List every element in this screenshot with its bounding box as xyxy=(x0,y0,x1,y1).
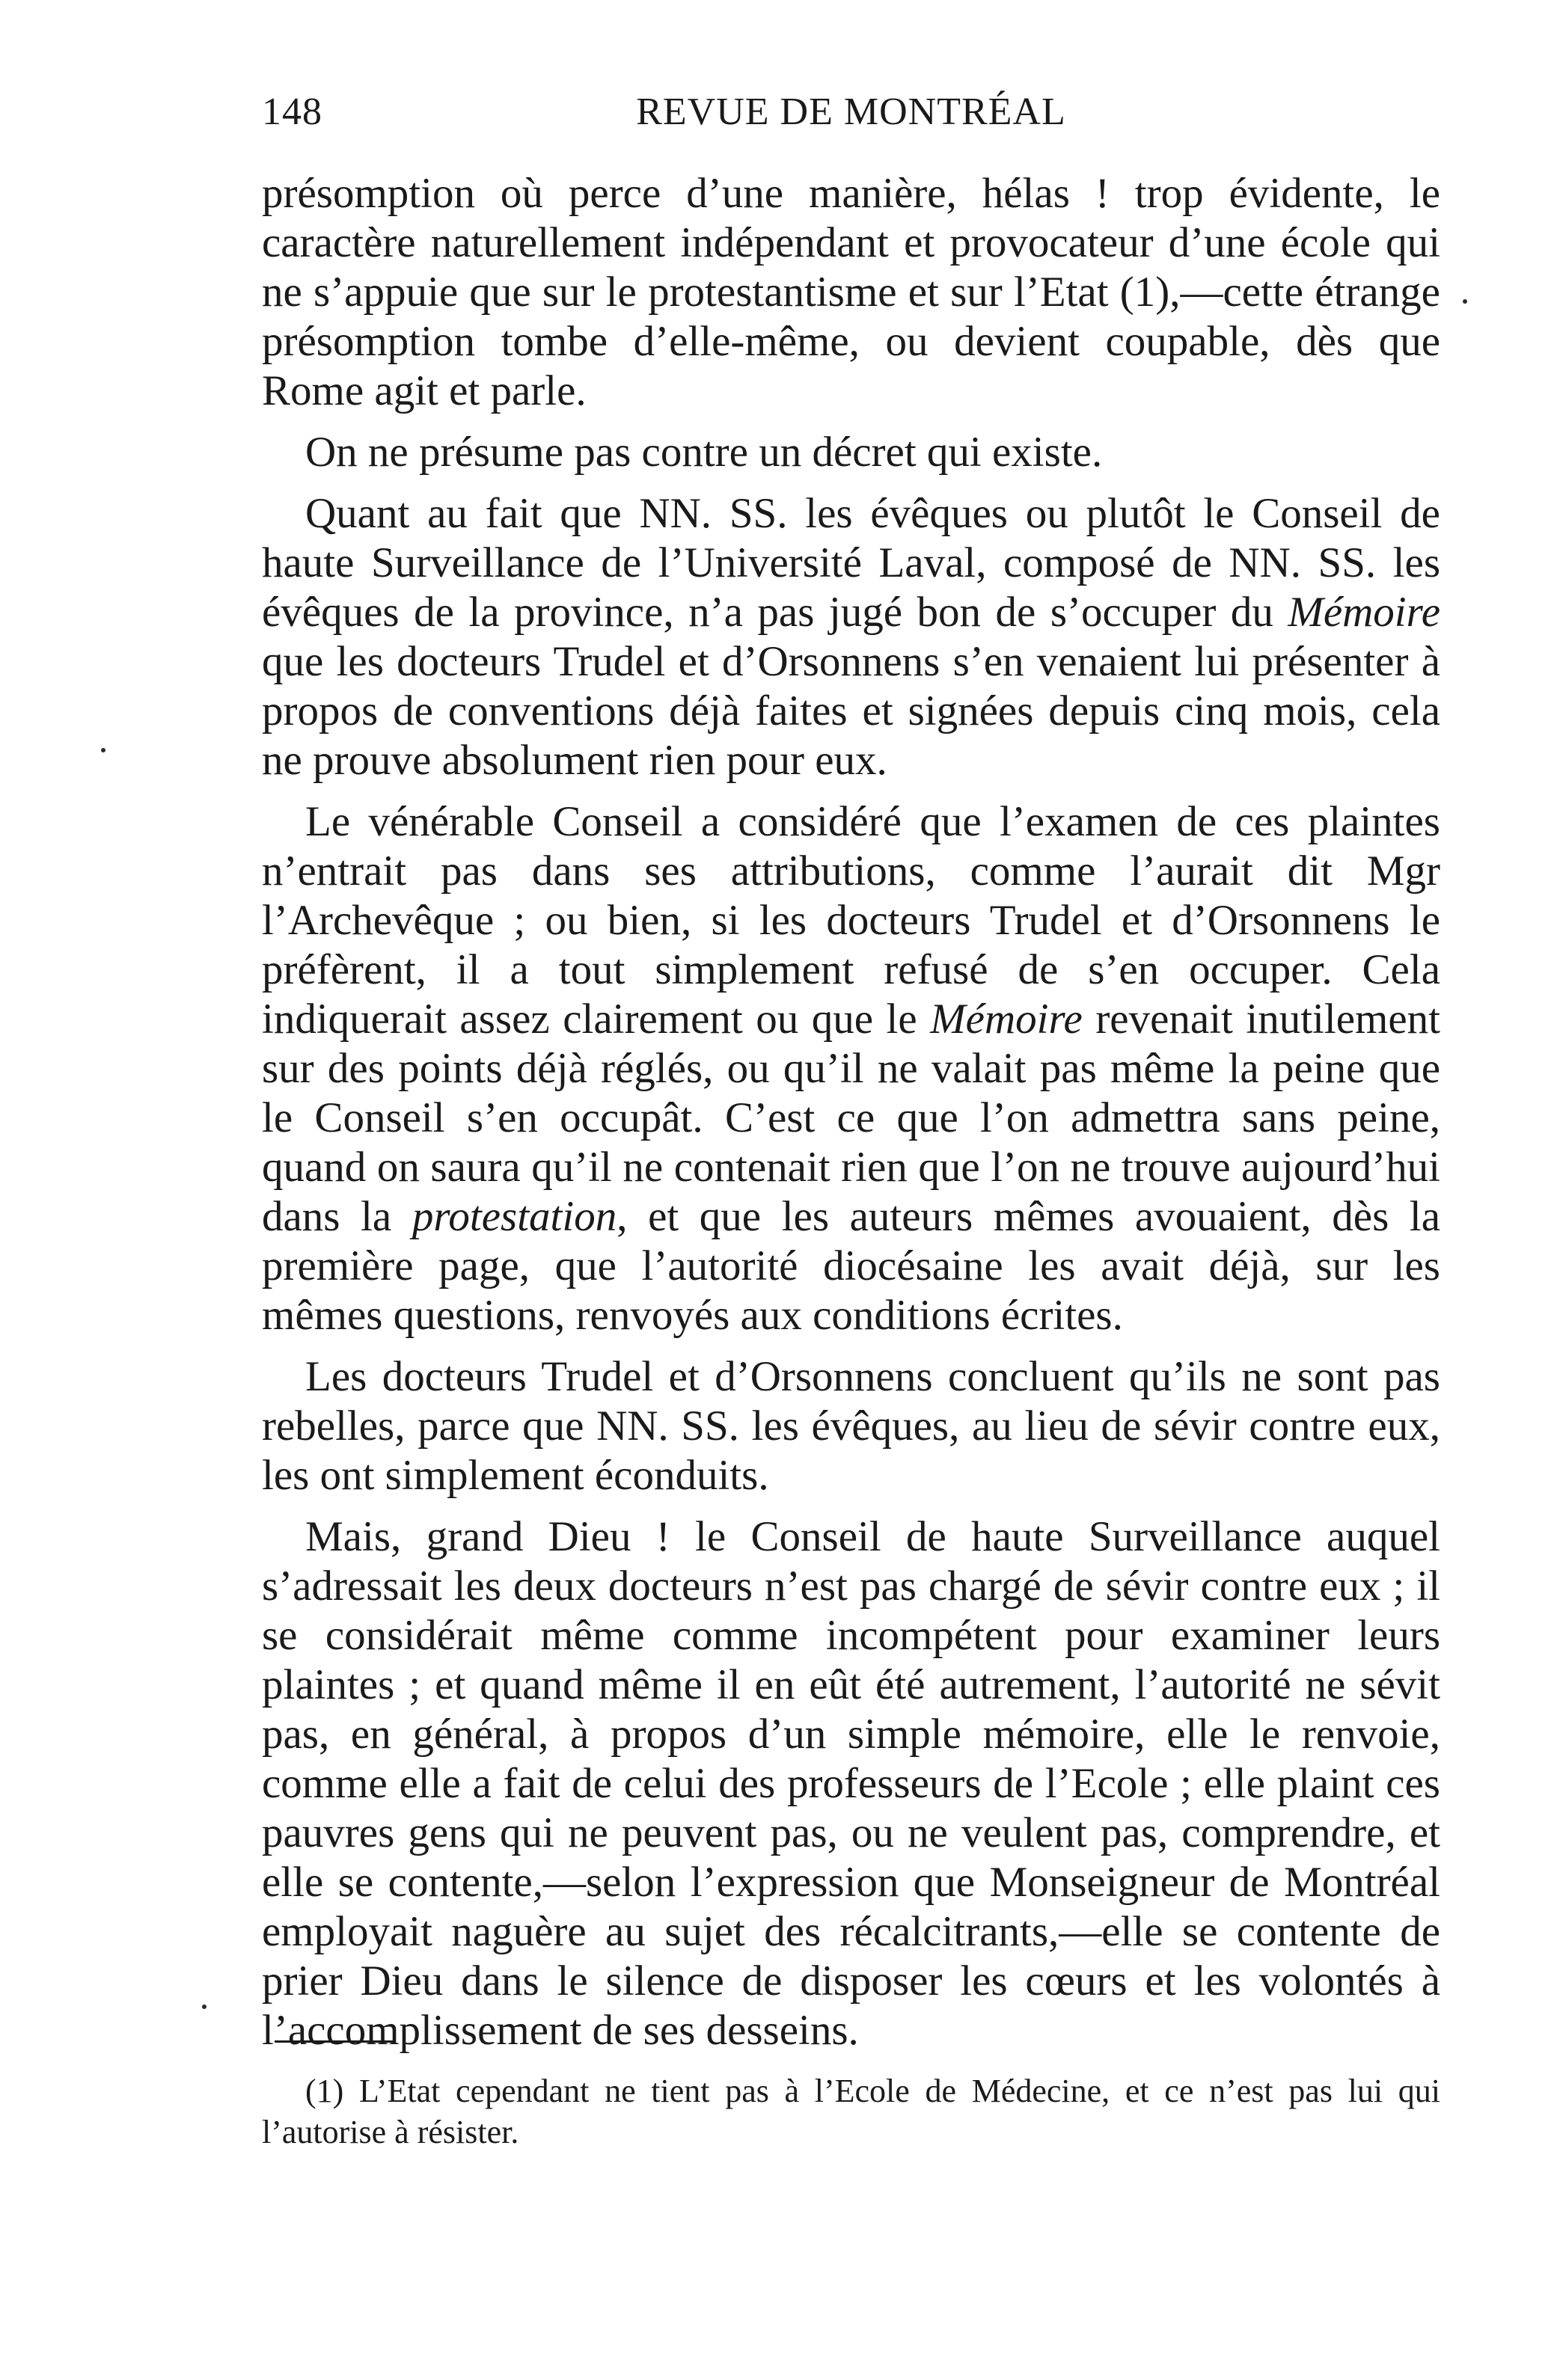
paragraph-4-text-c: , et que les auteurs mêmes avouaient, dès la première page, que l’autorité diocésaine les avait déjà, sur les mêmes questions, renvoyés aux conditions écrites. xyxy=(262,1193,1440,1339)
paragraph-4-text-b: revenait inutilement sur des points déjà réglés, ou qu’il ne valait pas même la peine que le Conseil s’en occupât. C’est ce que l’on admettra sans peine, quand on saura qu’il ne contenait rien que l’on ne trouve aujourd’hui dans la xyxy=(262,996,1441,1240)
paragraph-2: On ne présume pas contre un décret qui existe. xyxy=(305,429,1103,476)
paragraph-4 xyxy=(262,797,1440,1340)
paragraph-4-italic-memoire: Mémoire xyxy=(930,996,1083,1043)
paragraph-3-text-a: Quant au fait que NN. SS. les évêques ou plutôt le Conseil de haute Surveillance de l’Université Laval, composé de NN. SS. les évêques de la province, n’a pas jugé bon de s’occuper du xyxy=(262,490,1440,636)
running-head: REVUE DE MONTRÉAL xyxy=(636,91,1066,133)
paragraph-5: Les docteurs Trudel et d’Orsonnens concluent qu’ils ne sont pas rebelles, parce que NN. SS. les évêques, au lieu de sévir contre eux, les ont simplement éconduits. xyxy=(262,1353,1440,1499)
paragraph-4-italic-protestation: protestation xyxy=(412,1193,617,1240)
print-speck xyxy=(202,2005,207,2009)
paragraph-3-italic-memoire: Mémoire xyxy=(1288,589,1440,636)
footnote: (1) L’Etat cependant ne tient pas à l’Ecole de Médecine, et ce n’est pas lui qui l’autorise à résister. xyxy=(262,2073,1440,2150)
body-text xyxy=(262,169,1440,2067)
paragraph-3 xyxy=(262,489,1440,785)
paragraph-3-text-b: que les docteurs Trudel et d’Orsonnens s’en venaient lui présenter à propos de conventions déjà faites et signées depuis cinq mois, cela ne prouve absolument rien pour eux. xyxy=(262,638,1440,784)
print-speck xyxy=(101,748,105,752)
paragraph-4-text-a: Le vénérable Conseil a considéré que l’examen de ces plaintes n’entrait pas dans ses attributions, comme l’aurait dit Mgr l’Archevêque ; ou bien, si les docteurs Trudel et d’Orsonnens le préfèrent, il a tout simplement refusé de s’en occuper. Cela indiquerait assez clairement ou que le xyxy=(262,798,1440,1043)
page-number: 148 xyxy=(262,91,322,133)
paragraph-1: présomption où perce d’une manière, hélas ! trop évidente, le caractère naturellement indépendant et provocateur d’une école qui ne s’appuie que sur le protestantisme et sur l’Etat (1),—cette étrange présomption tombe d’elle-même, ou devient coupable, dès que Rome agit et parle. xyxy=(262,170,1440,414)
print-speck xyxy=(1463,299,1467,304)
paragraph-6: Mais, grand Dieu ! le Conseil de haute Surveillance auquel s’adressait les deux docteurs n’est pas chargé de sévir contre eux ; il se considérait même comme incompétent pour examiner leurs plaintes ; et quand même il en eût été autrement, l’autorité ne sévit pas, en général, à propos d’un simple mémoire, elle le renvoie, comme elle a fait de celui des professeurs de l’Ecole ; elle plaint ces pauvres gens qui ne peuvent pas, ou ne veulent pas, comprendre, et elle se contente,—selon l’expression que Monseigneur de Montréal employait naguère au sujet des récalcitrants,—elle se contente de prier Dieu dans le silence de disposer les cœurs et les volontés à l’accomplissement de ses desseins. xyxy=(262,1513,1440,2054)
footnote-rule xyxy=(275,2040,394,2043)
page-header xyxy=(262,90,1440,150)
